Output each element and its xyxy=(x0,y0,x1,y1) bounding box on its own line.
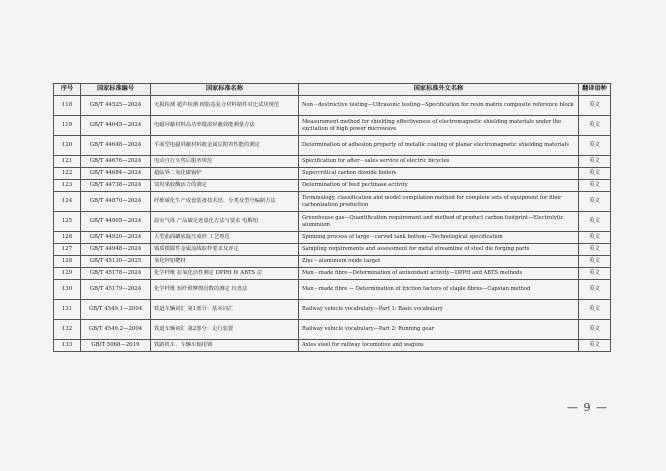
table-row xyxy=(54,340,611,352)
table-header-row xyxy=(54,84,611,96)
cell-zh-name: 温室气体 产品碳足迹量化方法与要求 电解铝 xyxy=(151,212,299,232)
cell-lang: 英文 xyxy=(579,168,611,180)
cell-zh-name: 铁道车辆词汇 第1部分：基本词汇 xyxy=(151,300,299,320)
table-row xyxy=(54,232,611,244)
cell-seq: 123 xyxy=(54,180,81,192)
header-code: 国家标准编号 xyxy=(81,84,151,96)
header-zh-name: 国家标准名称 xyxy=(151,84,299,96)
table-row xyxy=(54,280,611,300)
cell-lang: 英文 xyxy=(579,340,611,352)
cell-en-name: Sampling requirements and assessment for metal streamline of steel die forging parts xyxy=(299,244,579,256)
cell-code: GB/T 4549.2—2004 xyxy=(81,320,151,340)
cell-code: GB/T 44684—2024 xyxy=(81,168,151,180)
cell-en-name: Determination of feed pectinase activity xyxy=(299,180,579,192)
table-row xyxy=(54,212,611,232)
cell-seq: 122 xyxy=(54,168,81,180)
cell-zh-name: 电动自行车售后服务规范 xyxy=(151,156,299,168)
cell-seq: 119 xyxy=(54,116,81,136)
cell-code: GB/T 44645—2024 xyxy=(81,116,151,136)
cell-seq: 121 xyxy=(54,156,81,168)
cell-lang: 英文 xyxy=(579,244,611,256)
table-row xyxy=(54,256,611,268)
cell-code: GB/T 45178—2024 xyxy=(81,268,151,280)
cell-zh-name: 大型曲面罐底旋压成形 工艺规范 xyxy=(151,232,299,244)
cell-code: GB/T 5068—2019 xyxy=(81,340,151,352)
cell-lang: 英文 xyxy=(579,156,611,168)
cell-code: GB/T 44525—2024 xyxy=(81,96,151,116)
cell-lang: 英文 xyxy=(579,212,611,232)
cell-en-name: Terminology, classification and model compilation method for complete sets of equipment for fiber carbonization production xyxy=(299,192,579,212)
cell-lang: 英文 xyxy=(579,300,611,320)
table-row xyxy=(54,268,611,280)
cell-lang: 英文 xyxy=(579,192,611,212)
cell-seq: 118 xyxy=(54,96,81,116)
cell-code: GB/T 44905—2024 xyxy=(81,212,151,232)
cell-code: GB/T 44870—2024 xyxy=(81,192,151,212)
cell-en-name: Spinning process of large－curved tank bottom—Technological specification xyxy=(299,232,579,244)
cell-zh-name: 平面型电磁屏蔽材料镀金属层附着性能的测定 xyxy=(151,136,299,156)
cell-lang: 英文 xyxy=(579,180,611,192)
cell-en-name: Supercritical carbon dioxide boilers xyxy=(299,168,579,180)
cell-seq: 125 xyxy=(54,212,81,232)
header-seq: 序号 xyxy=(54,84,81,96)
cell-seq: 128 xyxy=(54,256,81,268)
cell-lang: 英文 xyxy=(579,116,611,136)
cell-en-name: Non－destructive testing—Ultrasonic testing—Specification for resin matrix composite reference block xyxy=(299,96,579,116)
header-en-name: 国家标准外文名称 xyxy=(299,84,579,96)
cell-lang: 英文 xyxy=(579,136,611,156)
cell-zh-name: 饲用果胶酶活力的测定 xyxy=(151,180,299,192)
cell-en-name: Man－made fibre — Determination of friction factors of staple fibres—Capstan method xyxy=(299,280,579,300)
cell-seq: 120 xyxy=(54,136,81,156)
cell-lang: 英文 xyxy=(579,256,611,268)
cell-en-name: Railway vehicle vocabulary—Part 1: Basic vocabulary xyxy=(299,300,579,320)
cell-zh-name: 电磁屏蔽材料高功率微波屏蔽效能测量方法 xyxy=(151,116,299,136)
cell-seq: 133 xyxy=(54,340,81,352)
cell-seq: 130 xyxy=(54,280,81,300)
page-number: — 9 — xyxy=(567,401,608,414)
cell-lang: 英文 xyxy=(579,320,611,340)
cell-lang: 英文 xyxy=(579,96,611,116)
cell-en-name: Specification for after－sales service of electric bicycles xyxy=(299,156,579,168)
table-row xyxy=(54,320,611,340)
table-row xyxy=(54,136,611,156)
cell-code: GB/T 44948—2024 xyxy=(81,244,151,256)
cell-en-name: Axles steel for railway locomotive and wagons xyxy=(299,340,579,352)
cell-en-name: Zinc－aluminium oxide target xyxy=(299,256,579,268)
cell-code: GB/T 45179—2024 xyxy=(81,280,151,300)
table-row xyxy=(54,156,611,168)
cell-seq: 132 xyxy=(54,320,81,340)
cell-zh-name: 氧化锌铝靶材 xyxy=(151,256,299,268)
cell-en-name: Railway vehicle vocabulary—Part 2: Running gear xyxy=(299,320,579,340)
cell-seq: 126 xyxy=(54,232,81,244)
cell-en-name: Greenhouse gas—Quantification requirement and method of product carbon footprint—Electrolytic aluminium xyxy=(299,212,579,232)
cell-en-name: Measurement method for shielding effectiveness of electromagnetic shielding materials under the excitation of high power microwave xyxy=(299,116,579,136)
cell-code: GB/T 44648—2024 xyxy=(81,136,151,156)
cell-code: GB/T 44738—2024 xyxy=(81,180,151,192)
table-row xyxy=(54,300,611,320)
table-row xyxy=(54,244,611,256)
cell-code: GB/T 44920—2024 xyxy=(81,232,151,244)
cell-zh-name: 铁道车辆词汇 第2部分：走行装置 xyxy=(151,320,299,340)
cell-en-name: Determination of adhesion property of metallic coating of planar electromagnetic shielding materials xyxy=(299,136,579,156)
standards-table xyxy=(53,83,611,352)
cell-zh-name: 化学纤维 抗氧化活性测定 DPPH 和 ABTS 法 xyxy=(151,268,299,280)
table-row xyxy=(54,168,611,180)
table-row xyxy=(54,180,611,192)
cell-zh-name: 钢质模锻件金属流线取样要求及评定 xyxy=(151,244,299,256)
cell-zh-name: 铁路机车、车辆车轴用钢 xyxy=(151,340,299,352)
cell-lang: 英文 xyxy=(579,280,611,300)
header-lang: 翻译语种 xyxy=(579,84,611,96)
cell-code: GB/T 4549.1—2004 xyxy=(81,300,151,320)
cell-seq: 131 xyxy=(54,300,81,320)
cell-seq: 127 xyxy=(54,244,81,256)
table-row xyxy=(54,192,611,212)
cell-lang: 英文 xyxy=(579,232,611,244)
cell-zh-name: 化学纤维 短纤维摩擦因数的测定 绞盘法 xyxy=(151,280,299,300)
table-body xyxy=(54,96,611,352)
cell-en-name: Man－made fibre—Determination of antioxidant activity—DPPH and ABTS methods xyxy=(299,268,579,280)
cell-zh-name: 无损检测 超声检测 树脂基复合材料制件对比试块规范 xyxy=(151,96,299,116)
cell-lang: 英文 xyxy=(579,268,611,280)
table-row xyxy=(54,96,611,116)
cell-zh-name: 超临界二氧化碳锅炉 xyxy=(151,168,299,180)
cell-seq: 129 xyxy=(54,268,81,280)
cell-zh-name: 纤维碳化生产成套装备技术语、分类及型号编制方法 xyxy=(151,192,299,212)
cell-seq: 124 xyxy=(54,192,81,212)
cell-code: GB/T 44676—2024 xyxy=(81,156,151,168)
cell-code: GB/T 45130—2025 xyxy=(81,256,151,268)
table-row xyxy=(54,116,611,136)
